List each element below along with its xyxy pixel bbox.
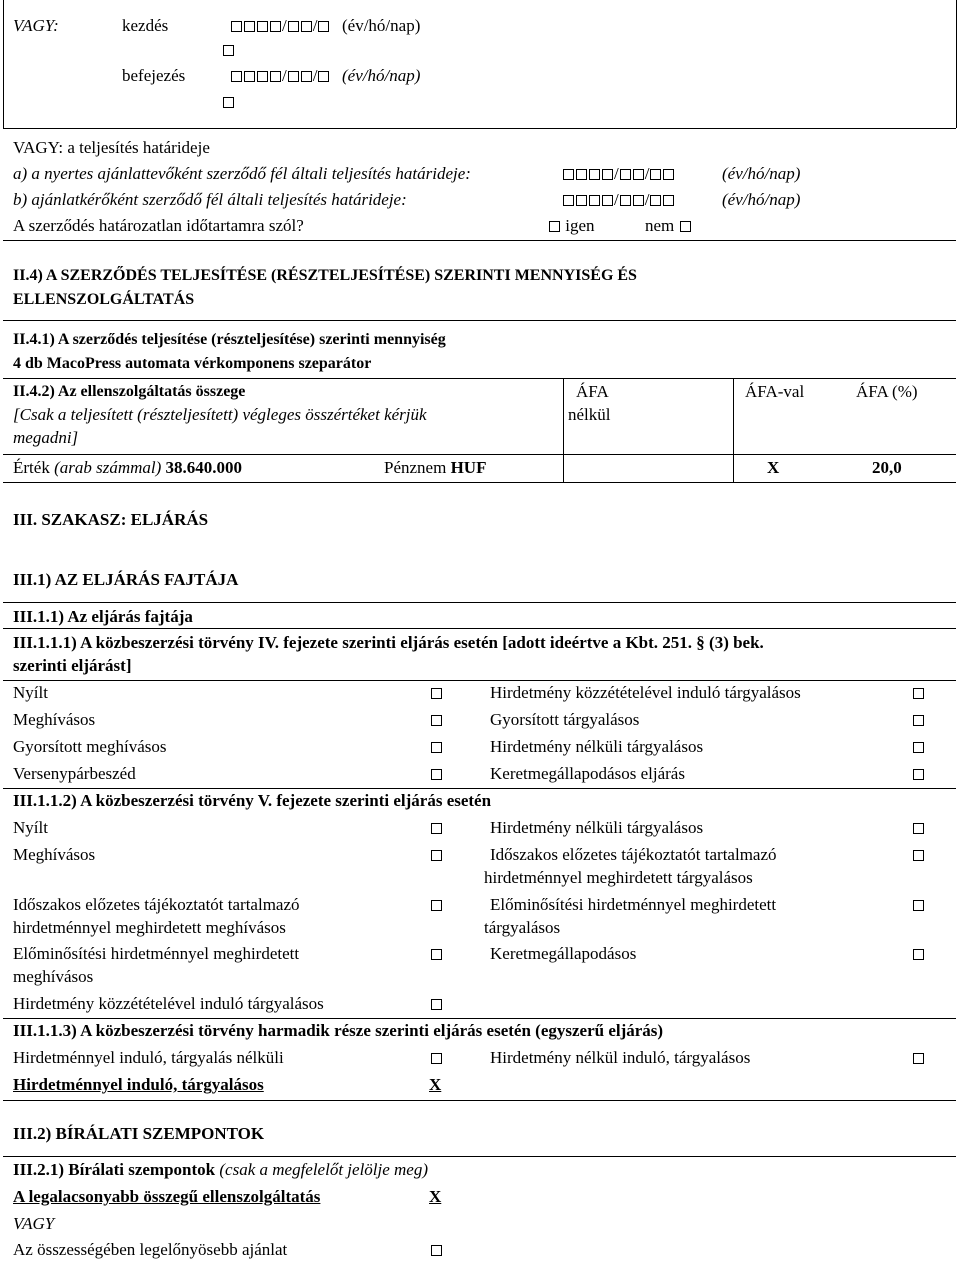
befejezes-date-boxes: / / [230, 66, 330, 86]
iii21-heading [13, 1160, 428, 1180]
afa-nelkul-line2: nélkül [568, 405, 611, 424]
igen-label: igen [565, 216, 595, 235]
iv-left-checkbox-2[interactable] [430, 737, 443, 757]
ii42-note-line2: megadni] [13, 428, 79, 447]
v-left-4: Hirdetmény közzétételével induló tárgyalásos [13, 994, 324, 1013]
divider [3, 1100, 956, 1101]
v-right-2-line2: tárgyalásos [484, 918, 561, 937]
iv-left-3: Versenypárbeszéd [13, 764, 136, 783]
kezdes-date-format: (év/hó/nap) [342, 16, 421, 35]
afa-val-header: ÁFA-val [745, 382, 805, 401]
iii1-heading: III.1) AZ ELJÁRÁS FAJTÁJA [13, 570, 239, 589]
iv-right-checkbox-0[interactable] [912, 683, 925, 703]
kezdes-date-boxes: / / [230, 16, 330, 36]
kezdes-label: kezdés [122, 16, 169, 35]
indefinite-question: A szerződés határozatlan időtartamra szól? [13, 216, 304, 235]
befejezes-date-format: (év/hó/nap) [342, 66, 421, 85]
nem-option[interactable] [645, 216, 692, 236]
iii21-note: (csak a megfelelőt jelölje meg) [219, 1160, 429, 1179]
h3-right: Hirdetmény nélkül induló, tárgyalásos [490, 1048, 751, 1067]
ii4-heading-line1: II.4) A SZERZŐDÉS TELJESÍTÉSE (RÉSZTELJESÍTÉSE) SZERINTI MENNYISÉG ÉS [13, 267, 637, 284]
iv-right-0: Hirdetmény közzétételével induló tárgyalásos [490, 683, 801, 702]
divider [3, 482, 956, 483]
criterion-lowest-price-mark[interactable]: X [429, 1187, 442, 1206]
ii41-title: II.4.1) A szerződés teljesítése (részteljesítése) szerinti mennyiség [13, 331, 446, 348]
h3-right-checkbox[interactable] [912, 1048, 925, 1068]
deadline-a-label: a) a nyertes ajánlattevőként szerződő fél általi teljesítés határideje: [13, 164, 471, 183]
v-right-checkbox-1[interactable] [912, 845, 925, 865]
iv-right-2: Hirdetmény nélküli tárgyalásos [490, 737, 704, 756]
criterion-best-value-checkbox[interactable] [430, 1240, 443, 1260]
ii42-note-line1: [Csak a teljesített (részteljesített) végleges összértéket kérjük [13, 405, 427, 424]
frame-left-top [3, 0, 4, 128]
afa-pct-header: ÁFA (%) [856, 382, 918, 401]
ii4-heading-line2: ELLENSZOLGÁLTATÁS [13, 291, 195, 308]
deadline-b-boxes: / / [562, 190, 675, 210]
v-left-2-line2: hirdetménnyel meghirdetett meghívásos [13, 918, 286, 937]
iv-left-2: Gyorsított meghívásos [13, 737, 167, 756]
iv-right-checkbox-3[interactable] [912, 764, 925, 784]
ertek-row [13, 458, 242, 478]
iii112-heading: III.1.1.2) A közbeszerzési törvény V. fejezete szerinti eljárás esetén [13, 791, 492, 810]
befejezes-label: befejezés [122, 66, 186, 85]
ertek-note: (arab számmal) [54, 458, 162, 477]
iv-right-1: Gyorsított tárgyalásos [490, 710, 640, 729]
v-right-0: Hirdetmény nélküli tárgyalásos [490, 818, 704, 837]
criterion-lowest-price: A legalacsonyabb összegű ellenszolgáltatás [13, 1187, 321, 1206]
divider [3, 1156, 956, 1157]
divider [563, 454, 564, 482]
v-left-checkbox-2[interactable] [430, 895, 443, 915]
v-left-checkbox-4[interactable] [430, 994, 443, 1014]
frame-right-top [956, 0, 957, 128]
v-right-checkbox-3[interactable] [912, 944, 925, 964]
nem-label: nem [645, 216, 675, 235]
divider [3, 378, 956, 379]
v-right-1-line2: hirdetménnyel meghirdetett tárgyalásos [484, 868, 753, 887]
nem-checkbox[interactable] [680, 221, 691, 232]
iii111-line2: szerinti eljárást] [13, 656, 132, 675]
iv-left-checkbox-1[interactable] [430, 710, 443, 730]
vagy-label: VAGY: [13, 16, 59, 35]
iii111-line1: III.1.1.1) A közbeszerzési törvény IV. fejezete szerinti eljárás esetén [adott ideértve a Kbt. 251. § (3) bek. [13, 633, 764, 652]
criterion-vagy: VAGY [13, 1214, 55, 1233]
ertek-label: Érték [13, 458, 50, 477]
deadline-b-format: (év/hó/nap) [722, 190, 801, 209]
divider [733, 454, 734, 482]
afa-val-mark: X [767, 458, 780, 477]
h3-selected-option: Hirdetménnyel induló, tárgyalásos [13, 1075, 264, 1094]
v-left-0: Nyílt [13, 818, 48, 837]
v-right-checkbox-2[interactable] [912, 895, 925, 915]
iv-left-checkbox-0[interactable] [430, 683, 443, 703]
iii113-heading: III.1.1.3) A közbeszerzési törvény harmadik része szerinti eljárás esetén (egyszerű eljárás) [13, 1021, 664, 1040]
befejezes-extra-box[interactable] [222, 92, 235, 112]
penznem-row [384, 458, 486, 478]
v-left-checkbox-0[interactable] [430, 818, 443, 838]
kezdes-extra-box[interactable] [222, 40, 235, 60]
divider [3, 788, 956, 789]
divider [3, 602, 956, 603]
iv-right-3: Keretmegállapodásos eljárás [490, 764, 685, 783]
h3-left-checkbox[interactable] [430, 1048, 443, 1068]
afa-nelkul-line1: ÁFA [576, 382, 609, 401]
divider [3, 240, 956, 241]
deadline-a-format: (év/hó/nap) [722, 164, 801, 183]
divider [3, 1018, 956, 1019]
penznem-label: Pénznem [384, 458, 447, 477]
ertek-value: 38.640.000 [165, 458, 243, 477]
v-right-1-line1: Időszakos előzetes tájékoztatót tartalmazó [490, 845, 777, 864]
iii2-heading: III.2) BÍRÁLATI SZEMPONTOK [13, 1124, 265, 1143]
divider [3, 128, 956, 129]
igen-option[interactable] [548, 216, 595, 236]
divider [733, 378, 734, 454]
iv-right-checkbox-2[interactable] [912, 737, 925, 757]
iii11-heading: III.1.1) Az eljárás fajtája [13, 607, 193, 626]
v-right-2-line1: Előminősítési hirdetménnyel meghirdetett [490, 895, 777, 914]
v-left-checkbox-1[interactable] [430, 845, 443, 865]
iii-heading: III. SZAKASZ: ELJÁRÁS [13, 510, 209, 529]
ii41-value: 4 db MacoPress automata vérkomponens szeparátor [13, 355, 372, 372]
iv-right-checkbox-1[interactable] [912, 710, 925, 730]
v-left-checkbox-3[interactable] [430, 944, 443, 964]
divider [3, 628, 956, 629]
igen-checkbox[interactable] [549, 221, 560, 232]
deadline-a-boxes: / / [562, 164, 675, 184]
v-left-3-line1: Előminősítési hirdetménnyel meghirdetett [13, 944, 300, 963]
deadline-b-label: b) ajánlatkérőként szerződő fél általi teljesítés határideje: [13, 190, 407, 209]
ii42-title: II.4.2) Az ellenszolgáltatás összege [13, 383, 246, 400]
divider [3, 454, 956, 455]
v-right-checkbox-0[interactable] [912, 818, 925, 838]
v-left-2-line1: Időszakos előzetes tájékoztatót tartalmazó [13, 895, 300, 914]
iii21-title: III.2.1) Bírálati szempontok [13, 1160, 216, 1179]
v-left-3-line2: meghívásos [13, 967, 94, 986]
divider [563, 378, 564, 454]
iv-left-checkbox-3[interactable] [430, 764, 443, 784]
v-right-3: Keretmegállapodásos [490, 944, 637, 963]
deadline-heading: VAGY: a teljesítés határideje [13, 138, 210, 157]
afa-pct-value: 20,0 [872, 458, 902, 477]
h3-left: Hirdetménnyel induló, tárgyalás nélküli [13, 1048, 284, 1067]
iv-left-1: Meghívásos [13, 710, 96, 729]
v-left-1: Meghívásos [13, 845, 96, 864]
penznem-value: HUF [450, 458, 487, 477]
divider [3, 320, 956, 321]
divider [3, 680, 956, 681]
criterion-best-value: Az összességében legelőnyösebb ajánlat [13, 1240, 288, 1259]
iv-left-0: Nyílt [13, 683, 48, 702]
h3-selected-mark[interactable]: X [429, 1075, 442, 1094]
